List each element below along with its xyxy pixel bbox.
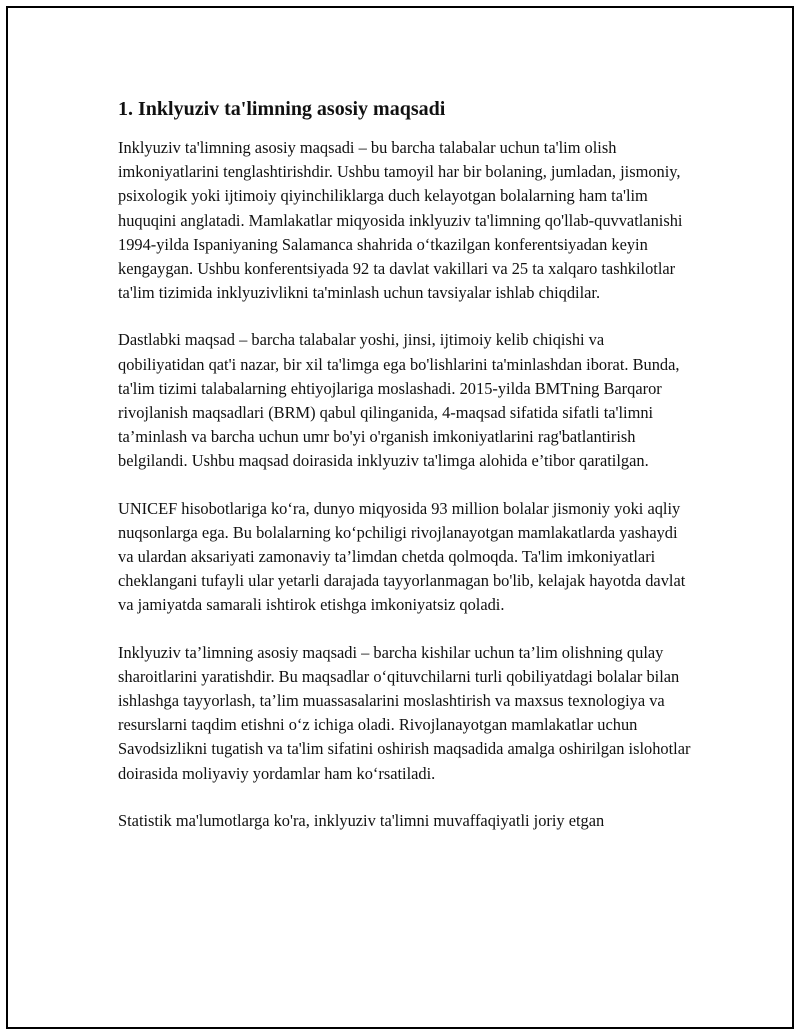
document-body [118,90,693,856]
paragraph-2: Dastlabki maqsad – barcha talabalar yoshi, jinsi, ijtimoiy kelib chiqishi va qobiliyatidan qat'i nazar, bir xil ta'limga ega bo'lishlarini ta'minlashdan iborat. Bunda, ta'lim tizimi talabalarning ehtiyojlariga moslashadi. 2015-yilda BMTning Barqaror rivojlanish maqsadlari (BRM) qabul qilinganida, 4-maqsad sifatida sifatli ta'limni ta’minlash va barcha uchun umr bo'yi o'rganish imkoniyatlarini rag'batlantirish belgilandi. Ushbu maqsad doirasida inklyuziv ta'limga alohida e’tibor qaratilgan. [118,330,680,471]
paragraph-3: UNICEF hisobotlariga ko‘ra, dunyo miqyosida 93 million bolalar jismoniy yoki aqliy nuqsonlarga ega. Bu bolalarning ko‘pchiligi rivojlanayotgan mamlakatlarda yashaydi va ulardan aksariyati zamonaviy ta’limdan chetda qolmoqda. Ta'lim imkoniyatlari cheklangani tufayli ular yetarli darajada tayyorlanmagan bo'lib, kelajak hayotda davlat va jamiyatda samarali ishtirok etishga imkoniyatsiz qoladi. [118,498,686,615]
section-heading: 1. Inklyuziv ta'limning asosiy maqsadi [118,98,446,120]
paragraph-1: Inklyuziv ta'limning asosiy maqsadi – bu barcha talabalar uchun ta'lim olish imkoniyatlarini tenglashtirishdir. Ushbu tamoyil har bir bolaning, jumladan, jismoniy, psixologik yoki ijtimoiy qiyinchiliklarga duch kelayotgan bolalarning ham ta'lim huquqini anglatadi. Mamlakatlar miqyosida inklyuziv ta'limning qo'llab-quvvatlanishi 1994-yilda Ispaniyaning Salamanca shahrida o‘tkazilgan konferentsiyadan keyin kengaygan. Ushbu konferentsiyada 92 ta davlat vakillari va 25 ta xalqaro tashkilotlar ta'lim tizimida inklyuzivlikni ta'minlash uchun tavsiyalar ishlab chiqdilar. [118,138,683,303]
paragraph-5: Statistik ma'lumotlarga ko'ra, inklyuziv ta'limni muvaffaqiyatli joriy etgan [118,810,605,830]
paragraph-4: Inklyuziv ta’limning asosiy maqsadi – barcha kishilar uchun ta’lim olishning qulay sharoitlarini yaratishdir. Bu maqsadlar o‘qituvchilarni turli qobiliyatdagi bolalar bilan ishlashga tayyorlash, ta’lim muassasalarini moslashtirish va maxsus texnologiya va resurslarni taqdim etishni o‘z ichiga oladi. Rivojlanayotgan mamlakatlar uchun Savodsizlikni tugatish va ta'lim sifatini oshirish maqsadida amalga oshirilgan islohotlar doirasida moliyaviy yordamlar ham ko‘rsatiladi. [118,642,691,783]
